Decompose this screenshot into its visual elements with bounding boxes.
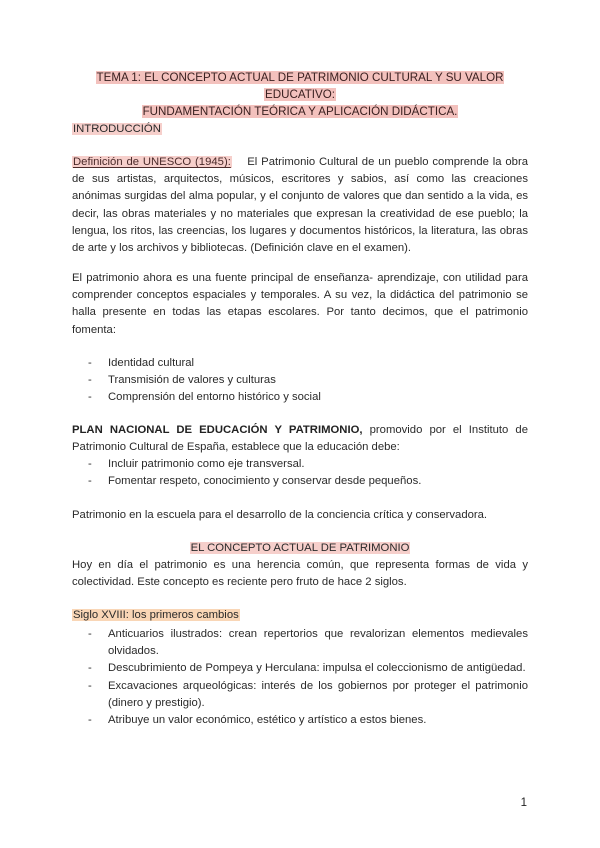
plan-nacional-paragraph [72, 422, 528, 456]
siglo-list [88, 626, 528, 729]
unesco-definition [72, 154, 528, 257]
list-item: - Comprensión del entorno histórico y social [88, 389, 528, 406]
list-item: - Atribuye un valor económico, estético y artístico a estos bienes. [88, 712, 528, 729]
unesco-label: Definición de UNESCO (1945): [73, 156, 231, 168]
page-number: 1 [520, 797, 527, 809]
document-title [60, 69, 540, 120]
paragraph-fomenta: El patrimonio ahora es una fuente principal de enseñanza- aprendizaje, con utilidad para comprender conceptos espaciales y temporales. A su vez, la didáctica del patrimonio se halla presente en todas las etapas escolares. Por tanto decimos, que el patrimonio fomenta: [72, 272, 528, 336]
list-item: - Transmisión de valores y culturas [88, 372, 528, 389]
list-item: - Incluir patrimonio como eje transversal. [88, 456, 528, 473]
siglo-heading: Siglo XVIII: los primeros cambios [73, 609, 239, 621]
list-item: - Excavaciones arqueológicas: interés de los gobiernos por proteger el patrimonio (dinero y prestigio). [88, 678, 528, 712]
title-line-1: TEMA 1: EL CONCEPTO ACTUAL DE PATRIMONIO CULTURAL Y SU VALOR EDUCATIVO: [96, 71, 504, 101]
paragraph-escuela: Patrimonio en la escuela para el desarrollo de la conciencia crítica y conservadora. [72, 509, 488, 521]
title-line-2: FUNDAMENTACIÓN TEÓRICA Y APLICACIÓN DIDÁCTICA. [142, 105, 458, 118]
paragraph-herencia: Hoy en día el patrimonio es una herencia común, que representa formas de vida y colectividad. Este concepto es reciente pero fruto de hace 2 siglos. [72, 559, 528, 589]
concepto-heading: EL CONCEPTO ACTUAL DE PATRIMONIO [190, 542, 410, 554]
unesco-text: El Patrimonio Cultural de un pueblo comprende la obra de sus artistas, arquitectos, músicos, escritores y sabios, así como las creaciones anónimas surgidas del alma popular, y el conjunto de valores que dan sentido a la vida, es decir, las obras materiales y no materiales que expresan la creatividad de ese pueblo; la lengua, los ritos, las creencias, los lugares y documentos históricos, la literatura, las obras de arte y los archivos y bibliotecas. (Definición clave en el examen). [72, 156, 529, 255]
concepto-heading-block [72, 540, 528, 557]
plan-nacional-title: PLAN NACIONAL DE EDUCACIÓN Y PATRIMONIO, [72, 424, 363, 436]
plan-list [88, 456, 528, 490]
fomenta-list [88, 355, 528, 407]
list-item: - Descubrimiento de Pompeya y Herculana: impulsa el coleccionismo de antigüedad. [88, 660, 528, 677]
intro-heading: INTRODUCCIÓN [73, 123, 161, 135]
siglo-heading-block [72, 607, 528, 624]
list-item: - Anticuarios ilustrados: crean repertorios que revalorizan elementos medievales olvidados. [88, 626, 528, 660]
list-item: - Fomentar respeto, conocimiento y conservar desde pequeños. [88, 473, 528, 490]
intro-heading-block [72, 121, 528, 138]
plan-nacional-text: promovido por el Instituto de Patrimonio Cultural de España, establece que la educación debe: [72, 424, 529, 454]
list-item: - Identidad cultural [88, 355, 528, 372]
